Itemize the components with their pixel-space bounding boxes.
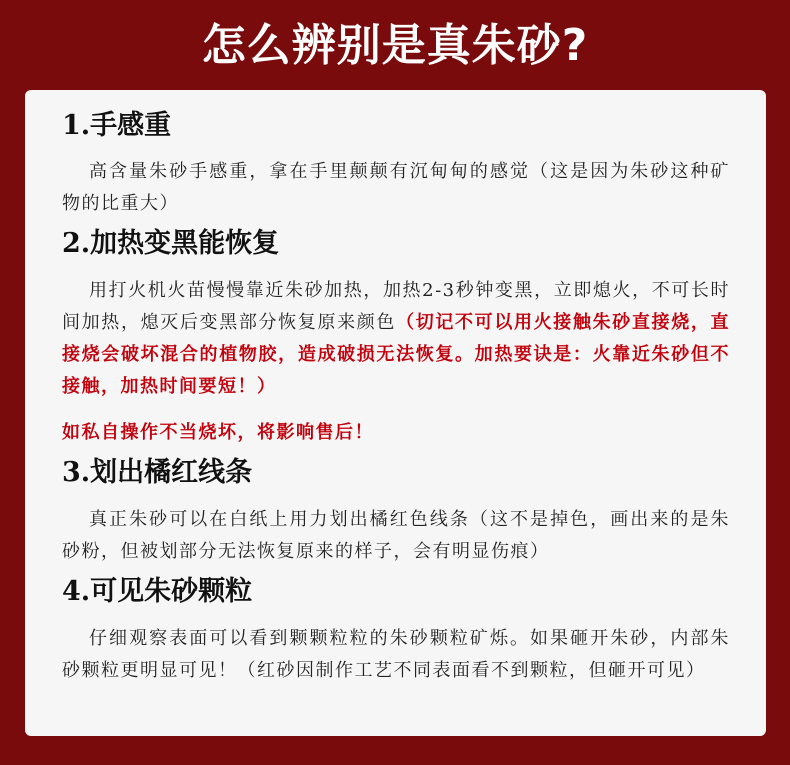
section-body-text: 用打火机火苗慢慢靠近朱砂加热，加热2-3秒钟变黑，立即熄火，不可长时间加热，熄灭后变黑部分恢复原来颜色 — [62, 280, 730, 333]
section-heading: 4.可见朱砂颗粒 — [62, 576, 253, 607]
content-card — [25, 90, 766, 736]
section-heading: 1.手感重 — [62, 110, 172, 141]
section-body — [62, 275, 730, 403]
section-heading: 3.划出橘红线条 — [62, 457, 253, 488]
section-body: 真正朱砂可以在白纸上用力划出橘红色线条（这不是掉色，画出来的是朱砂粉，但被划部分无法恢复原来的样子，会有明显伤痕） — [62, 509, 730, 562]
section-body: 仔细观察表面可以看到颗颗粒粒的朱砂颗粒矿烁。如果砸开朱砂，内部朱砂颗粒更明显可见！（红砂因制作工艺不同表面看不到颗粒，但砸开可见） — [62, 628, 730, 681]
section-heading: 2.加热变黑能恢复 — [62, 228, 280, 259]
page-title: 怎么辨别是真朱砂? — [201, 20, 589, 71]
section-body: 高含量朱砂手感重，拿在手里颠颠有沉甸甸的感觉（这是因为朱砂这种矿物的比重大） — [62, 161, 730, 214]
warning-text: （切记不可以用火接触朱砂直接烧，直接烧会破坏混合的植物胶，造成破损无法恢复。加热要诀是：火靠近朱砂但不接触，加热时间要短！） — [62, 312, 731, 397]
after-sales-warning: 如私自操作不当烧坏，将影响售后！ — [62, 422, 374, 443]
